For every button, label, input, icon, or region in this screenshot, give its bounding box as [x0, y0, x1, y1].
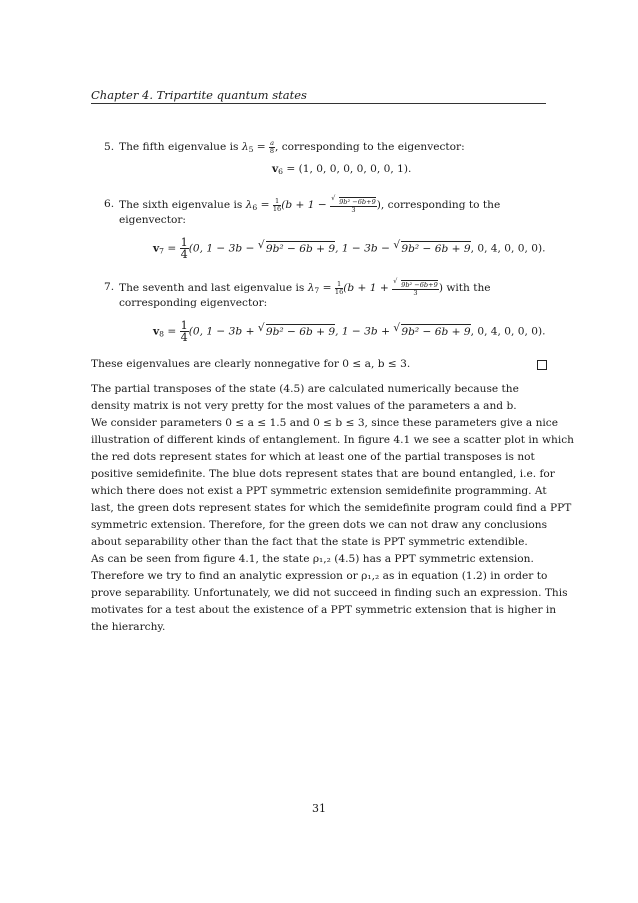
header-rule: [91, 103, 546, 104]
vector-subscript: 8: [159, 329, 165, 339]
coefficient-fraction: [273, 198, 281, 212]
fraction-numerator: 1: [180, 236, 188, 249]
paragraph-line: density matrix is not very pretty for the most values of the parameters a and b.: [91, 400, 517, 412]
vector-fraction: [180, 237, 189, 260]
paren-open: (b + 1 +: [343, 282, 389, 295]
paragraph-line: illustration of different kinds of entanglement. In figure 4.1 we see a scatter plot in which: [91, 434, 575, 446]
root-fraction: [392, 280, 439, 296]
item-tail: , corresponding to the eigenvector:: [274, 141, 465, 154]
lambda-subscript: 5: [248, 144, 254, 154]
paragraph-line: As can be seen from figure 4.1, the state ρ₁,₂ (4.5) has a PPT symmetric extension.: [91, 553, 534, 565]
vector-part2: , 1 − 3b +: [335, 325, 390, 338]
item-line2: eigenvector:: [119, 214, 186, 227]
eigenvalue-item-7: 7. The seventh and last eigenvalue is $\lambda_7$ = $\frac{1}{16}$ (b + 1 + √ $\frac{\text{9b² −6b+9}}{3}$ ) with the corresponding eigenvector:: [104, 280, 534, 311]
conclusion-text: These eigenvalues are clearly nonnegative for 0 ≤ a, b ≤ 3.: [91, 358, 411, 370]
equals-sign: =: [256, 141, 266, 154]
eigenvector-equation-v8: $v_8$ = $\frac{1}{4}$ (0, 1 − 3b + √ 9b² − 6b + 9, 1 − 3b + √ 9b² − 6b + 9, 0, 4, 0, 0, 0).: [153, 320, 545, 343]
paren-open: (b + 1 −: [281, 199, 327, 212]
root-expression: 9b² −6b+9: [339, 198, 376, 206]
page-number: 31: [312, 802, 326, 815]
paragraph-line: Therefore we try to find an analytic expression or ρ₁,₂ as in equation (1.2) in order to: [91, 570, 548, 582]
paragraph-line: The partial transposes of the state (4.5) are calculated numerically because the: [91, 383, 519, 395]
vector-subscript: 7: [159, 246, 165, 256]
vector-part2: , 1 − 3b −: [335, 242, 390, 255]
eigenvalue-item-6: 6. The sixth eigenvalue is $\lambda_6$ = $\frac{1}{16}$ (b + 1 − √ $\frac{\text{9b² −6b+9}}{3}$ ), corresponding to the eigenvector:: [104, 197, 534, 228]
fraction-denominator: 16: [272, 204, 282, 213]
paragraph-line: We consider parameters 0 ≤ a ≤ 1.5 and 0 ≤ b ≤ 3, since these parameters give a nice: [91, 417, 559, 429]
vector-symbol: v: [153, 242, 160, 255]
fraction-denominator: 3: [351, 205, 356, 214]
item-lead: The fifth eigenvalue is: [119, 141, 239, 154]
lambda-symbol: λ: [307, 282, 315, 295]
item-number: 7.: [104, 281, 115, 293]
fraction-denominator: 4: [180, 248, 188, 262]
vector-part3: , 0, 4, 0, 0, 0).: [470, 242, 546, 255]
paragraph-parameters: [91, 415, 575, 551]
running-header: Chapter 4. Tripartite quantum states: [91, 88, 307, 102]
paragraph-partial-transposes: [91, 381, 546, 415]
fraction-denominator: 4: [180, 331, 188, 345]
vector-root2: 9b² − 6b + 9: [401, 242, 471, 255]
fraction-numerator: 1: [273, 198, 281, 206]
root-fraction: [330, 197, 377, 213]
paragraph-symmetric-extension: [91, 551, 568, 636]
vector-symbol: v: [272, 163, 279, 175]
paragraph-line: last, the green dots represent states for which the semidefinite program could find a PPT: [91, 502, 572, 514]
item-number: 5.: [104, 141, 115, 153]
paren-close: ), corresponding to the: [376, 199, 501, 212]
eigenvalue-item-5: [104, 140, 534, 155]
paragraph-line: motivates for a test about the existence of a PPT symmetric extension that is higher in: [91, 604, 557, 616]
item-number: 6.: [104, 198, 115, 210]
lambda-symbol: λ: [241, 141, 249, 154]
paren-close: ) with the: [438, 282, 491, 295]
paragraph-line: which there does not exist a PPT symmetric extension semidefinite programming. At: [91, 485, 547, 497]
lambda-symbol: λ: [245, 199, 253, 212]
vector-symbol: v: [153, 325, 160, 338]
eigenvector-equation-v6: [272, 163, 411, 175]
vector-subscript: 6: [278, 166, 284, 176]
vector-part1: (0, 1 − 3b −: [188, 242, 255, 255]
paragraph-line: symmetric extension. Therefore, for the green dots we can not draw any conclusions: [91, 519, 548, 531]
fraction-numerator: 1: [335, 281, 343, 289]
vector-value: = (1, 0, 0, 0, 0, 0, 0, 1).: [286, 163, 412, 175]
lambda-subscript: 6: [252, 202, 258, 212]
item-line2: corresponding eigenvector:: [119, 297, 268, 310]
paragraph-line: prove separability. Unfortunately, we did not succeed in finding such an expression. This: [91, 587, 568, 599]
eigenvector-equation-v7: $v_7$ = $\frac{1}{4}$ (0, 1 − 3b − √ 9b² − 6b + 9, 1 − 3b − √ 9b² − 6b + 9, 0, 4, 0, 0, 0).: [153, 237, 545, 260]
vector-fraction: [180, 320, 189, 343]
item-lead: The seventh and last eigenvalue is: [119, 282, 305, 295]
coefficient-fraction: [335, 281, 343, 295]
fraction-numerator: a: [270, 139, 274, 147]
vector-root1: 9b² − 6b + 9: [265, 325, 336, 338]
fraction-numerator: 1: [180, 319, 188, 332]
fraction-denominator: 3: [413, 288, 418, 297]
vector-root1: 9b² − 6b + 9: [265, 242, 336, 255]
fraction-denominator: 16: [334, 287, 344, 296]
vector-part1: (0, 1 − 3b +: [188, 325, 255, 338]
root-expression: 9b² −6b+9: [401, 281, 438, 289]
conclusion-sentence: [91, 356, 546, 373]
paragraph-line: about separability other than the fact that the state is PPT symmetric extendible.: [91, 536, 528, 548]
item-lead: The sixth eigenvalue is: [119, 199, 243, 212]
paragraph-line: the red dots represent states for which at least one of the partial transposes is not: [91, 451, 535, 463]
paragraph-line: positive semidefinite. The blue dots represent states that are bound entangled, i.e. for: [91, 468, 555, 480]
lambda-subscript: 7: [314, 285, 320, 295]
vector-root2: 9b² − 6b + 9: [401, 325, 471, 338]
fraction-denominator: 8: [269, 146, 275, 155]
qed-square-icon: [537, 360, 547, 370]
vector-part3: , 0, 4, 0, 0, 0).: [470, 325, 546, 338]
paragraph-line: the hierarchy.: [91, 621, 166, 633]
